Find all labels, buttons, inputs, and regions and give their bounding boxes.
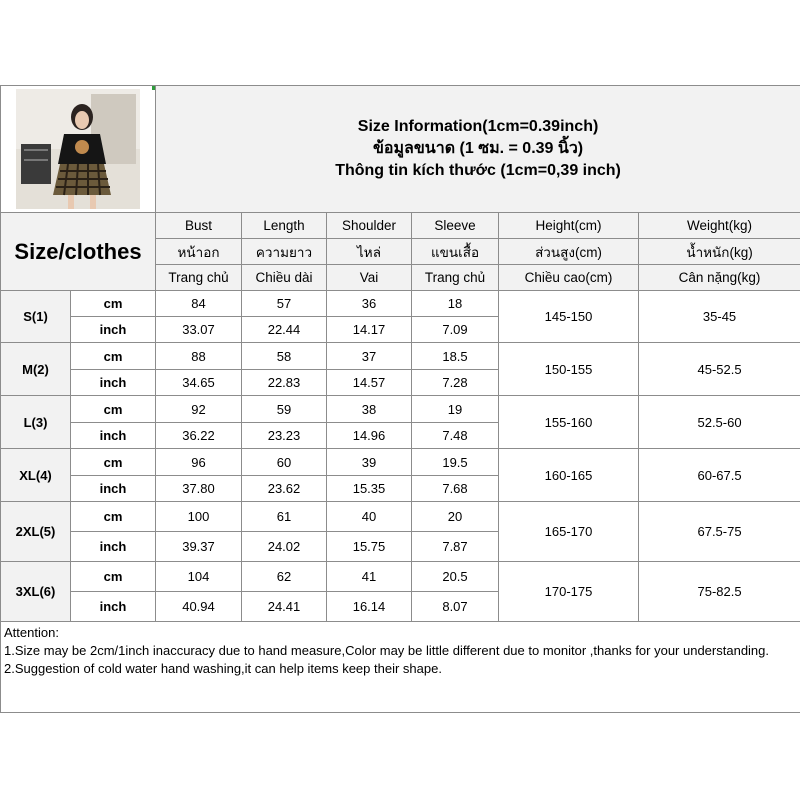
unit-inch: inch: [71, 592, 156, 622]
shoulder-cm: 36: [327, 291, 412, 317]
weight-range: 45-52.5: [639, 343, 800, 396]
bust-inch: 37.80: [156, 476, 242, 502]
bust-inch: 39.37: [156, 532, 242, 562]
unit-inch: inch: [71, 476, 156, 502]
col-bust-vi: Trang chủ: [156, 265, 242, 291]
bust-cm: 100: [156, 502, 242, 532]
sleeve-cm: 18.5: [412, 343, 499, 370]
weight-range: 52.5-60: [639, 396, 800, 449]
bust-inch: 34.65: [156, 370, 242, 396]
length-inch: 24.02: [242, 532, 327, 562]
shoulder-inch: 14.57: [327, 370, 412, 396]
col-bust-en: Bust: [156, 213, 242, 239]
bust-cm: 84: [156, 291, 242, 317]
bust-cm: 96: [156, 449, 242, 476]
title-english: Size Information(1cm=0.39inch): [357, 118, 599, 135]
col-bust-th: หน้าอก: [156, 239, 242, 265]
shoulder-inch: 14.17: [327, 317, 412, 343]
shoulder-inch: 16.14: [327, 592, 412, 622]
sleeve-inch: 8.07: [412, 592, 499, 622]
size-name: 3XL(6): [1, 562, 71, 622]
height-range: 160-165: [499, 449, 639, 502]
col-weight-en: Weight(kg): [639, 213, 800, 239]
length-inch: 23.62: [242, 476, 327, 502]
col-length-vi: Chiều dài: [242, 265, 327, 291]
length-cm: 61: [242, 502, 327, 532]
sleeve-cm: 19: [412, 396, 499, 423]
shoulder-cm: 38: [327, 396, 412, 423]
size-name: XL(4): [1, 449, 71, 502]
bust-cm: 88: [156, 343, 242, 370]
size-clothes-label: Size/clothes: [1, 213, 156, 291]
weight-range: 67.5-75: [639, 502, 800, 562]
unit-cm: cm: [71, 449, 156, 476]
col-height-th: ส่วนสูง(cm): [499, 239, 639, 265]
bust-cm: 104: [156, 562, 242, 592]
attention-title: Attention:: [4, 625, 59, 640]
unit-inch: inch: [71, 532, 156, 562]
length-inch: 22.83: [242, 370, 327, 396]
bust-cm: 92: [156, 396, 242, 423]
length-cm: 57: [242, 291, 327, 317]
attention-notes: [1, 622, 800, 713]
bust-inch: 36.22: [156, 423, 242, 449]
col-sleeve-en: Sleeve: [412, 213, 499, 239]
height-range: 170-175: [499, 562, 639, 622]
length-cm: 59: [242, 396, 327, 423]
size-chart: [0, 85, 800, 717]
size-name: 2XL(5): [1, 502, 71, 562]
length-cm: 60: [242, 449, 327, 476]
unit-inch: inch: [71, 423, 156, 449]
weight-range: 60-67.5: [639, 449, 800, 502]
size-info-header: [156, 86, 800, 213]
product-photo-cell: [1, 86, 156, 213]
corner-marker: [152, 86, 156, 90]
bust-inch: 40.94: [156, 592, 242, 622]
col-shoulder-th: ไหล่: [327, 239, 412, 265]
title-vietnamese: Thông tin kích thước (1cm=0,39 inch): [335, 162, 621, 179]
col-length-th: ความยาว: [242, 239, 327, 265]
size-name: M(2): [1, 343, 71, 396]
length-cm: 58: [242, 343, 327, 370]
sleeve-inch: 7.48: [412, 423, 499, 449]
shoulder-inch: 14.96: [327, 423, 412, 449]
attention-note-1: 1.Size may be 2cm/1inch inaccuracy due to hand measure,Color may be little different due to monitor ,thanks for your understanding.: [4, 643, 770, 658]
height-range: 150-155: [499, 343, 639, 396]
col-shoulder-vi: Vai: [327, 265, 412, 291]
unit-cm: cm: [71, 562, 156, 592]
unit-cm: cm: [71, 396, 156, 423]
height-range: 165-170: [499, 502, 639, 562]
shoulder-cm: 41: [327, 562, 412, 592]
unit-cm: cm: [71, 502, 156, 532]
col-shoulder-en: Shoulder: [327, 213, 412, 239]
size-table: [0, 85, 800, 713]
product-photo: [16, 89, 140, 209]
sleeve-inch: 7.87: [412, 532, 499, 562]
shoulder-cm: 39: [327, 449, 412, 476]
sleeve-cm: 20.5: [412, 562, 499, 592]
height-range: 145-150: [499, 291, 639, 343]
sleeve-cm: 18: [412, 291, 499, 317]
shoulder-cm: 37: [327, 343, 412, 370]
weight-range: 75-82.5: [639, 562, 800, 622]
height-range: 155-160: [499, 396, 639, 449]
size-name: S(1): [1, 291, 71, 343]
sleeve-inch: 7.28: [412, 370, 499, 396]
col-height-en: Height(cm): [499, 213, 639, 239]
unit-inch: inch: [71, 370, 156, 396]
shoulder-inch: 15.75: [327, 532, 412, 562]
shoulder-inch: 15.35: [327, 476, 412, 502]
unit-cm: cm: [71, 343, 156, 370]
title-thai: ข้อมูลขนาด (1 ซม. = 0.39 นิ้ว): [372, 140, 584, 157]
attention-note-2: 2.Suggestion of cold water hand washing,it can help items keep their shape.: [4, 661, 442, 676]
col-weight-vi: Cân nặng(kg): [639, 265, 800, 291]
length-inch: 24.41: [242, 592, 327, 622]
length-inch: 22.44: [242, 317, 327, 343]
unit-inch: inch: [71, 317, 156, 343]
sleeve-cm: 19.5: [412, 449, 499, 476]
col-sleeve-th: แขนเสื้อ: [412, 239, 499, 265]
sleeve-inch: 7.09: [412, 317, 499, 343]
shoulder-cm: 40: [327, 502, 412, 532]
weight-range: 35-45: [639, 291, 800, 343]
col-weight-th: น้ำหนัก(kg): [639, 239, 800, 265]
sleeve-inch: 7.68: [412, 476, 499, 502]
bust-inch: 33.07: [156, 317, 242, 343]
size-name: L(3): [1, 396, 71, 449]
unit-cm: cm: [71, 291, 156, 317]
col-length-en: Length: [242, 213, 327, 239]
col-height-vi: Chiều cao(cm): [499, 265, 639, 291]
sleeve-cm: 20: [412, 502, 499, 532]
length-cm: 62: [242, 562, 327, 592]
length-inch: 23.23: [242, 423, 327, 449]
col-sleeve-vi: Trang chủ: [412, 265, 499, 291]
